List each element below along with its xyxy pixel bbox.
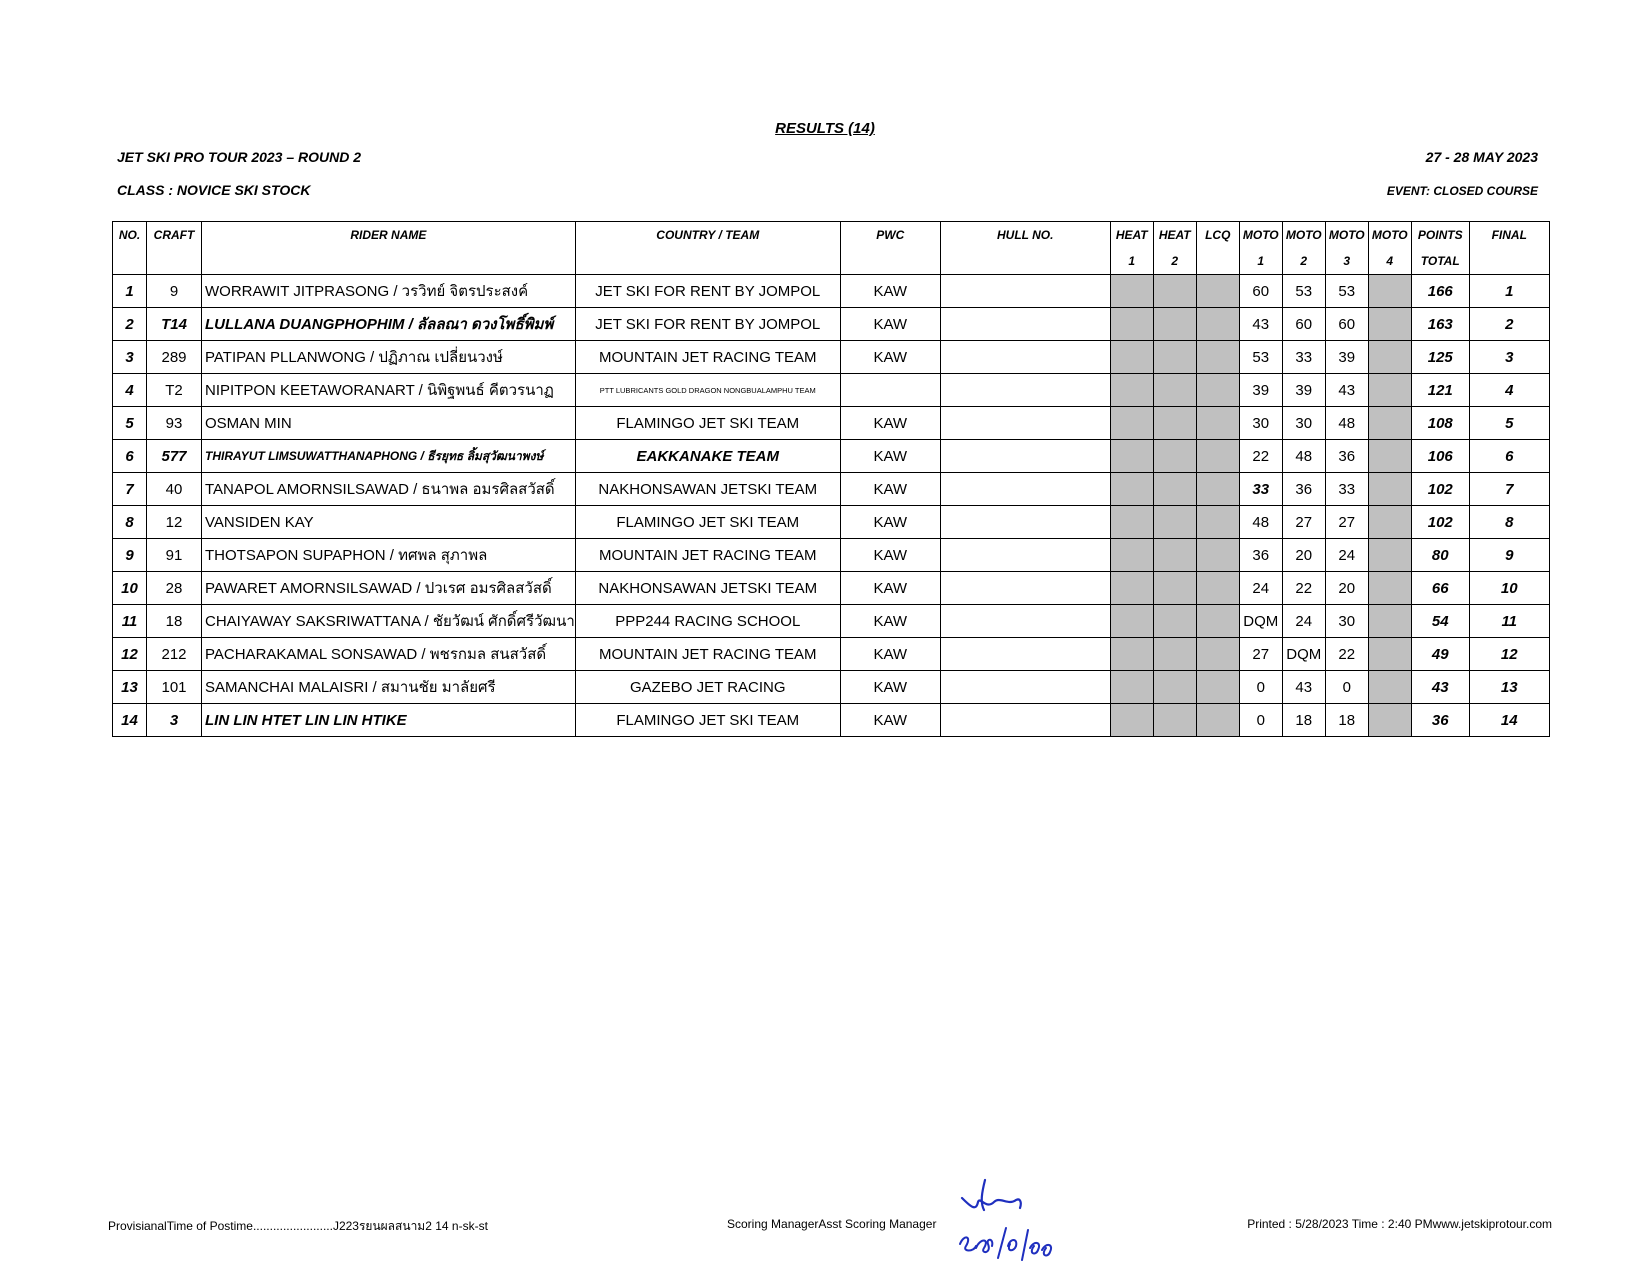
event-type: EVENT: CLOSED COURSE bbox=[1386, 184, 1538, 198]
cell-heat2 bbox=[1153, 605, 1196, 638]
cell-moto4 bbox=[1368, 506, 1411, 539]
results-table bbox=[112, 221, 1550, 737]
cell-team: PTT LUBRICANTS GOLD DRAGON NONGBUALAMPHU TEAM bbox=[575, 374, 840, 407]
cell-heat2 bbox=[1153, 506, 1196, 539]
cell-moto1: 39 bbox=[1239, 374, 1282, 407]
cell-final: 1 bbox=[1469, 275, 1549, 308]
cell-hull bbox=[940, 440, 1110, 473]
cell-moto4 bbox=[1368, 374, 1411, 407]
cell-moto2: 27 bbox=[1282, 506, 1325, 539]
cell-pwc: KAW bbox=[840, 671, 940, 704]
cell-moto2: DQM bbox=[1282, 638, 1325, 671]
cell-heat1 bbox=[1110, 539, 1153, 572]
cell-moto1: 43 bbox=[1239, 308, 1282, 341]
cell-moto2: 20 bbox=[1282, 539, 1325, 572]
cell-moto4 bbox=[1368, 473, 1411, 506]
cell-heat2 bbox=[1153, 539, 1196, 572]
col-pwc: PWC bbox=[840, 222, 940, 275]
cell-rider: CHAIYAWAY SAKSRIWATTANA / ชัยวัฒน์ ศักดิ์ศรีวัฒนา bbox=[202, 605, 576, 638]
cell-craft: 289 bbox=[147, 341, 202, 374]
cell-team: MOUNTAIN JET RACING TEAM bbox=[575, 341, 840, 374]
cell-moto3: 22 bbox=[1325, 638, 1368, 671]
cell-lcq bbox=[1196, 506, 1239, 539]
cell-moto1: 27 bbox=[1239, 638, 1282, 671]
cell-moto4 bbox=[1368, 308, 1411, 341]
cell-heat2 bbox=[1153, 308, 1196, 341]
cell-points: 36 bbox=[1411, 704, 1469, 737]
cell-lcq bbox=[1196, 704, 1239, 737]
cell-craft: 3 bbox=[147, 704, 202, 737]
cell-moto4 bbox=[1368, 638, 1411, 671]
cell-moto3: 18 bbox=[1325, 704, 1368, 737]
cell-hull bbox=[940, 638, 1110, 671]
cell-no: 1 bbox=[113, 275, 147, 308]
cell-heat1 bbox=[1110, 605, 1153, 638]
cell-craft: 101 bbox=[147, 671, 202, 704]
table-row bbox=[113, 572, 1550, 605]
cell-moto3: 39 bbox=[1325, 341, 1368, 374]
table-row bbox=[113, 374, 1550, 407]
cell-moto3: 30 bbox=[1325, 605, 1368, 638]
cell-moto4 bbox=[1368, 671, 1411, 704]
cell-moto2: 30 bbox=[1282, 407, 1325, 440]
cell-lcq bbox=[1196, 605, 1239, 638]
cell-moto2: 60 bbox=[1282, 308, 1325, 341]
cell-final: 9 bbox=[1469, 539, 1549, 572]
cell-hull bbox=[940, 374, 1110, 407]
cell-pwc: KAW bbox=[840, 407, 940, 440]
cell-pwc: KAW bbox=[840, 539, 940, 572]
cell-pwc bbox=[840, 374, 940, 407]
cell-points: 166 bbox=[1411, 275, 1469, 308]
cell-team: MOUNTAIN JET RACING TEAM bbox=[575, 539, 840, 572]
cell-craft: 18 bbox=[147, 605, 202, 638]
cell-heat2 bbox=[1153, 440, 1196, 473]
cell-no: 13 bbox=[113, 671, 147, 704]
col-moto3-sub: 3 bbox=[1325, 248, 1368, 275]
col-moto2: MOTO bbox=[1282, 222, 1325, 249]
cell-heat2 bbox=[1153, 407, 1196, 440]
cell-hull bbox=[940, 572, 1110, 605]
cell-moto3: 60 bbox=[1325, 308, 1368, 341]
cell-lcq bbox=[1196, 539, 1239, 572]
cell-rider: LIN LIN HTET LIN LIN HTIKE bbox=[202, 704, 576, 737]
cell-heat2 bbox=[1153, 341, 1196, 374]
cell-heat1 bbox=[1110, 407, 1153, 440]
cell-moto4 bbox=[1368, 275, 1411, 308]
cell-final: 12 bbox=[1469, 638, 1549, 671]
cell-final: 13 bbox=[1469, 671, 1549, 704]
cell-moto4 bbox=[1368, 407, 1411, 440]
cell-points: 125 bbox=[1411, 341, 1469, 374]
results-title bbox=[0, 120, 1650, 137]
cell-lcq bbox=[1196, 374, 1239, 407]
cell-moto1: DQM bbox=[1239, 605, 1282, 638]
cell-heat1 bbox=[1110, 473, 1153, 506]
col-moto4: MOTO bbox=[1368, 222, 1411, 249]
cell-pwc: KAW bbox=[840, 605, 940, 638]
cell-hull bbox=[940, 704, 1110, 737]
cell-craft: 93 bbox=[147, 407, 202, 440]
cell-hull bbox=[940, 539, 1110, 572]
cell-hull bbox=[940, 407, 1110, 440]
cell-points: 66 bbox=[1411, 572, 1469, 605]
cell-heat2 bbox=[1153, 704, 1196, 737]
cell-moto3: 53 bbox=[1325, 275, 1368, 308]
cell-moto4 bbox=[1368, 605, 1411, 638]
cell-moto1: 0 bbox=[1239, 671, 1282, 704]
table-row bbox=[113, 671, 1550, 704]
table-row bbox=[113, 506, 1550, 539]
cell-lcq bbox=[1196, 572, 1239, 605]
cell-team: EAKKANAKE TEAM bbox=[575, 440, 840, 473]
col-moto3: MOTO bbox=[1325, 222, 1368, 249]
cell-craft: T2 bbox=[147, 374, 202, 407]
cell-hull bbox=[940, 308, 1110, 341]
cell-moto2: 18 bbox=[1282, 704, 1325, 737]
cell-pwc: KAW bbox=[840, 308, 940, 341]
cell-final: 5 bbox=[1469, 407, 1549, 440]
footer-left: ProvisianalTime of Postime........................J223รยนผลสนาม2 14 n-sk-st bbox=[108, 1219, 488, 1233]
cell-lcq bbox=[1196, 473, 1239, 506]
cell-final: 8 bbox=[1469, 506, 1549, 539]
col-points: POINTS bbox=[1411, 222, 1469, 249]
cell-team: NAKHONSAWAN JETSKI TEAM bbox=[575, 572, 840, 605]
cell-final: 11 bbox=[1469, 605, 1549, 638]
cell-lcq bbox=[1196, 275, 1239, 308]
footer-right: Printed : 5/28/2023 Time : 2:40 PMwww.jetskiprotour.com bbox=[1247, 1217, 1552, 1231]
cell-heat2 bbox=[1153, 374, 1196, 407]
cell-heat1 bbox=[1110, 308, 1153, 341]
cell-hull bbox=[940, 341, 1110, 374]
cell-rider: PAWARET AMORNSILSAWAD / ปวเรศ อมรศิลสวัสดิ์ bbox=[202, 572, 576, 605]
table-row bbox=[113, 473, 1550, 506]
col-heat2-sub: 2 bbox=[1153, 248, 1196, 275]
col-no: NO. bbox=[113, 222, 147, 275]
table-row bbox=[113, 308, 1550, 341]
cell-moto2: 22 bbox=[1282, 572, 1325, 605]
cell-heat2 bbox=[1153, 638, 1196, 671]
cell-craft: 577 bbox=[147, 440, 202, 473]
cell-lcq bbox=[1196, 440, 1239, 473]
cell-team: NAKHONSAWAN JETSKI TEAM bbox=[575, 473, 840, 506]
cell-lcq bbox=[1196, 407, 1239, 440]
cell-moto3: 43 bbox=[1325, 374, 1368, 407]
col-lcq: LCQ bbox=[1196, 222, 1239, 249]
handwritten-signature bbox=[950, 1172, 1060, 1262]
cell-heat1 bbox=[1110, 671, 1153, 704]
cell-rider: WORRAWIT JITPRASONG / วรวิทย์ จิตรประสงค์ bbox=[202, 275, 576, 308]
cell-heat2 bbox=[1153, 275, 1196, 308]
cell-pwc: KAW bbox=[840, 275, 940, 308]
table-row bbox=[113, 407, 1550, 440]
event-name: JET SKI PRO TOUR 2023 – ROUND 2 bbox=[117, 149, 362, 165]
cell-heat1 bbox=[1110, 341, 1153, 374]
col-final: FINAL bbox=[1469, 222, 1549, 275]
cell-lcq bbox=[1196, 308, 1239, 341]
col-heat2: HEAT bbox=[1153, 222, 1196, 249]
cell-moto1: 36 bbox=[1239, 539, 1282, 572]
cell-heat2 bbox=[1153, 572, 1196, 605]
cell-craft: 91 bbox=[147, 539, 202, 572]
cell-no: 8 bbox=[113, 506, 147, 539]
cell-heat1 bbox=[1110, 572, 1153, 605]
cell-craft: 9 bbox=[147, 275, 202, 308]
cell-moto1: 30 bbox=[1239, 407, 1282, 440]
cell-no: 3 bbox=[113, 341, 147, 374]
cell-points: 49 bbox=[1411, 638, 1469, 671]
cell-points: 80 bbox=[1411, 539, 1469, 572]
cell-heat1 bbox=[1110, 374, 1153, 407]
col-lcq-sub bbox=[1196, 248, 1239, 275]
cell-no: 6 bbox=[113, 440, 147, 473]
cell-moto1: 53 bbox=[1239, 341, 1282, 374]
cell-pwc: KAW bbox=[840, 638, 940, 671]
cell-final: 7 bbox=[1469, 473, 1549, 506]
cell-hull bbox=[940, 605, 1110, 638]
cell-lcq bbox=[1196, 671, 1239, 704]
cell-heat2 bbox=[1153, 473, 1196, 506]
cell-craft: 12 bbox=[147, 506, 202, 539]
cell-moto4 bbox=[1368, 440, 1411, 473]
cell-heat1 bbox=[1110, 506, 1153, 539]
col-moto2-sub: 2 bbox=[1282, 248, 1325, 275]
cell-hull bbox=[940, 671, 1110, 704]
header-row-top bbox=[113, 222, 1550, 249]
cell-moto4 bbox=[1368, 704, 1411, 737]
cell-heat1 bbox=[1110, 704, 1153, 737]
cell-moto4 bbox=[1368, 341, 1411, 374]
footer-center: Scoring ManagerAsst Scoring Manager bbox=[727, 1217, 937, 1231]
col-heat1-sub: 1 bbox=[1110, 248, 1153, 275]
cell-moto3: 20 bbox=[1325, 572, 1368, 605]
cell-points: 43 bbox=[1411, 671, 1469, 704]
table-row bbox=[113, 704, 1550, 737]
cell-moto4 bbox=[1368, 539, 1411, 572]
cell-pwc: KAW bbox=[840, 506, 940, 539]
event-date: 27 - 28 MAY 2023 bbox=[1425, 149, 1538, 165]
cell-craft: 28 bbox=[147, 572, 202, 605]
cell-no: 11 bbox=[113, 605, 147, 638]
cell-heat2 bbox=[1153, 671, 1196, 704]
cell-rider: TANAPOL AMORNSILSAWAD / ธนาพล อมรศิลสวัสดิ์ bbox=[202, 473, 576, 506]
col-moto4-sub: 4 bbox=[1368, 248, 1411, 275]
cell-points: 108 bbox=[1411, 407, 1469, 440]
col-moto1: MOTO bbox=[1239, 222, 1282, 249]
col-rider: RIDER NAME bbox=[202, 222, 576, 275]
col-points-sub: TOTAL bbox=[1411, 248, 1469, 275]
table-row bbox=[113, 638, 1550, 671]
cell-moto1: 60 bbox=[1239, 275, 1282, 308]
cell-no: 7 bbox=[113, 473, 147, 506]
table-row bbox=[113, 605, 1550, 638]
cell-team: FLAMINGO JET SKI TEAM bbox=[575, 407, 840, 440]
cell-no: 5 bbox=[113, 407, 147, 440]
cell-moto1: 22 bbox=[1239, 440, 1282, 473]
results-title-text: RESULTS (14) bbox=[775, 120, 875, 137]
cell-no: 10 bbox=[113, 572, 147, 605]
cell-no: 9 bbox=[113, 539, 147, 572]
cell-moto3: 36 bbox=[1325, 440, 1368, 473]
cell-final: 6 bbox=[1469, 440, 1549, 473]
cell-heat1 bbox=[1110, 440, 1153, 473]
cell-moto1: 24 bbox=[1239, 572, 1282, 605]
cell-rider: OSMAN MIN bbox=[202, 407, 576, 440]
cell-moto3: 48 bbox=[1325, 407, 1368, 440]
cell-hull bbox=[940, 473, 1110, 506]
cell-rider: PATIPAN PLLANWONG / ปฏิภาณ เปลี่ยนวงษ์ bbox=[202, 341, 576, 374]
cell-moto2: 39 bbox=[1282, 374, 1325, 407]
cell-pwc: KAW bbox=[840, 473, 940, 506]
cell-points: 102 bbox=[1411, 506, 1469, 539]
col-moto1-sub: 1 bbox=[1239, 248, 1282, 275]
cell-moto3: 0 bbox=[1325, 671, 1368, 704]
cell-pwc: KAW bbox=[840, 440, 940, 473]
cell-craft: 212 bbox=[147, 638, 202, 671]
cell-moto2: 43 bbox=[1282, 671, 1325, 704]
cell-points: 121 bbox=[1411, 374, 1469, 407]
cell-moto4 bbox=[1368, 572, 1411, 605]
cell-moto2: 24 bbox=[1282, 605, 1325, 638]
cell-rider: SAMANCHAI MALAISRI / สมานชัย มาลัยศรี bbox=[202, 671, 576, 704]
cell-team: JET SKI FOR RENT BY JOMPOL bbox=[575, 275, 840, 308]
cell-moto3: 24 bbox=[1325, 539, 1368, 572]
cell-no: 12 bbox=[113, 638, 147, 671]
cell-no: 4 bbox=[113, 374, 147, 407]
cell-moto1: 33 bbox=[1239, 473, 1282, 506]
cell-lcq bbox=[1196, 638, 1239, 671]
cell-rider: THOTSAPON SUPAPHON / ทศพล สุภาพล bbox=[202, 539, 576, 572]
cell-lcq bbox=[1196, 341, 1239, 374]
cell-team: MOUNTAIN JET RACING TEAM bbox=[575, 638, 840, 671]
cell-moto1: 48 bbox=[1239, 506, 1282, 539]
cell-team: JET SKI FOR RENT BY JOMPOL bbox=[575, 308, 840, 341]
cell-final: 4 bbox=[1469, 374, 1549, 407]
cell-team: PPP244 RACING SCHOOL bbox=[575, 605, 840, 638]
cell-hull bbox=[940, 506, 1110, 539]
cell-final: 14 bbox=[1469, 704, 1549, 737]
cell-moto3: 33 bbox=[1325, 473, 1368, 506]
cell-moto1: 0 bbox=[1239, 704, 1282, 737]
table-row bbox=[113, 440, 1550, 473]
cell-rider: THIRAYUT LIMSUWATTHANAPHONG / ธีรยุทธ ลิ้มสุวัฒนาพงษ์ bbox=[202, 440, 576, 473]
cell-pwc: KAW bbox=[840, 572, 940, 605]
cell-points: 163 bbox=[1411, 308, 1469, 341]
cell-points: 54 bbox=[1411, 605, 1469, 638]
cell-final: 3 bbox=[1469, 341, 1549, 374]
table-row bbox=[113, 539, 1550, 572]
cell-points: 102 bbox=[1411, 473, 1469, 506]
cell-no: 14 bbox=[113, 704, 147, 737]
cell-heat1 bbox=[1110, 638, 1153, 671]
cell-no: 2 bbox=[113, 308, 147, 341]
table-row bbox=[113, 275, 1550, 308]
cell-pwc: KAW bbox=[840, 704, 940, 737]
col-craft: CRAFT bbox=[147, 222, 202, 275]
cell-rider: VANSIDEN KAY bbox=[202, 506, 576, 539]
col-team: COUNTRY / TEAM bbox=[575, 222, 840, 275]
table-row bbox=[113, 341, 1550, 374]
col-hull: HULL NO. bbox=[940, 222, 1110, 275]
cell-team: FLAMINGO JET SKI TEAM bbox=[575, 506, 840, 539]
cell-moto2: 53 bbox=[1282, 275, 1325, 308]
cell-final: 2 bbox=[1469, 308, 1549, 341]
cell-team: GAZEBO JET RACING bbox=[575, 671, 840, 704]
col-heat1: HEAT bbox=[1110, 222, 1153, 249]
cell-final: 10 bbox=[1469, 572, 1549, 605]
cell-moto2: 33 bbox=[1282, 341, 1325, 374]
cell-team: FLAMINGO JET SKI TEAM bbox=[575, 704, 840, 737]
cell-rider: NIPITPON KEETAWORANART / นิพิฐพนธ์ คีตวรนาฏ bbox=[202, 374, 576, 407]
cell-moto3: 27 bbox=[1325, 506, 1368, 539]
cell-points: 106 bbox=[1411, 440, 1469, 473]
cell-hull bbox=[940, 275, 1110, 308]
class-label: CLASS : NOVICE SKI STOCK bbox=[117, 182, 311, 198]
cell-moto2: 48 bbox=[1282, 440, 1325, 473]
cell-rider: PACHARAKAMAL SONSAWAD / พชรกมล สนสวัสดิ์ bbox=[202, 638, 576, 671]
cell-heat1 bbox=[1110, 275, 1153, 308]
cell-craft: T14 bbox=[147, 308, 202, 341]
cell-pwc: KAW bbox=[840, 341, 940, 374]
cell-rider: LULLANA DUANGPHOPHIM / ลัลลณา ดวงโพธิ์พิมพ์ bbox=[202, 308, 576, 341]
cell-moto2: 36 bbox=[1282, 473, 1325, 506]
cell-craft: 40 bbox=[147, 473, 202, 506]
